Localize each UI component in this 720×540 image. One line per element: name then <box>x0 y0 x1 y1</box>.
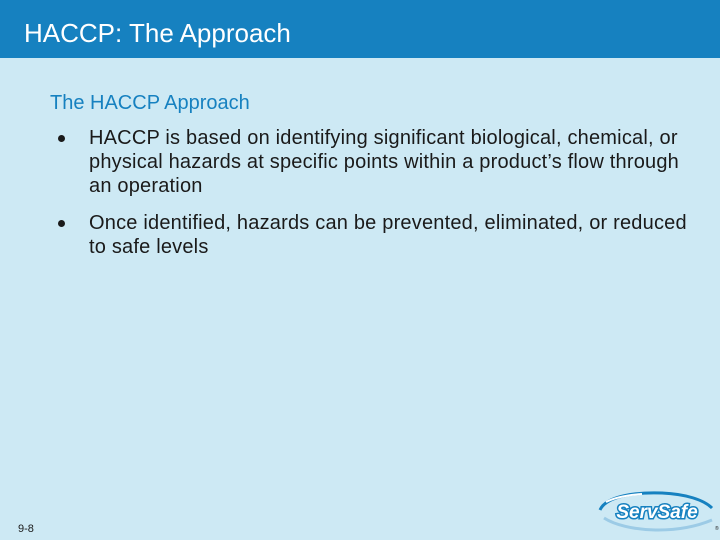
svg-text:®: ® <box>715 526 719 532</box>
logo-text: ServSafe <box>616 502 698 523</box>
bullet-item <box>58 211 698 259</box>
slide-subtitle: The HACCP Approach <box>50 92 250 114</box>
bullet-text: Once identified, hazards can be prevented, eliminated, or reduced to safe levels <box>89 212 687 258</box>
slide-number: 9-8 <box>18 523 34 535</box>
bullet-icon <box>58 220 65 227</box>
title-bar <box>0 0 720 58</box>
bullet-text: HACCP is based on identifying significant biological, chemical, or physical hazards at specific points within a product’s flow through an operation <box>89 127 680 197</box>
bullet-item <box>58 126 698 198</box>
bullet-list <box>58 126 698 272</box>
servsafe-logo <box>596 488 718 538</box>
bullet-icon <box>58 135 65 142</box>
slide-title: HACCP: The Approach <box>24 18 291 48</box>
